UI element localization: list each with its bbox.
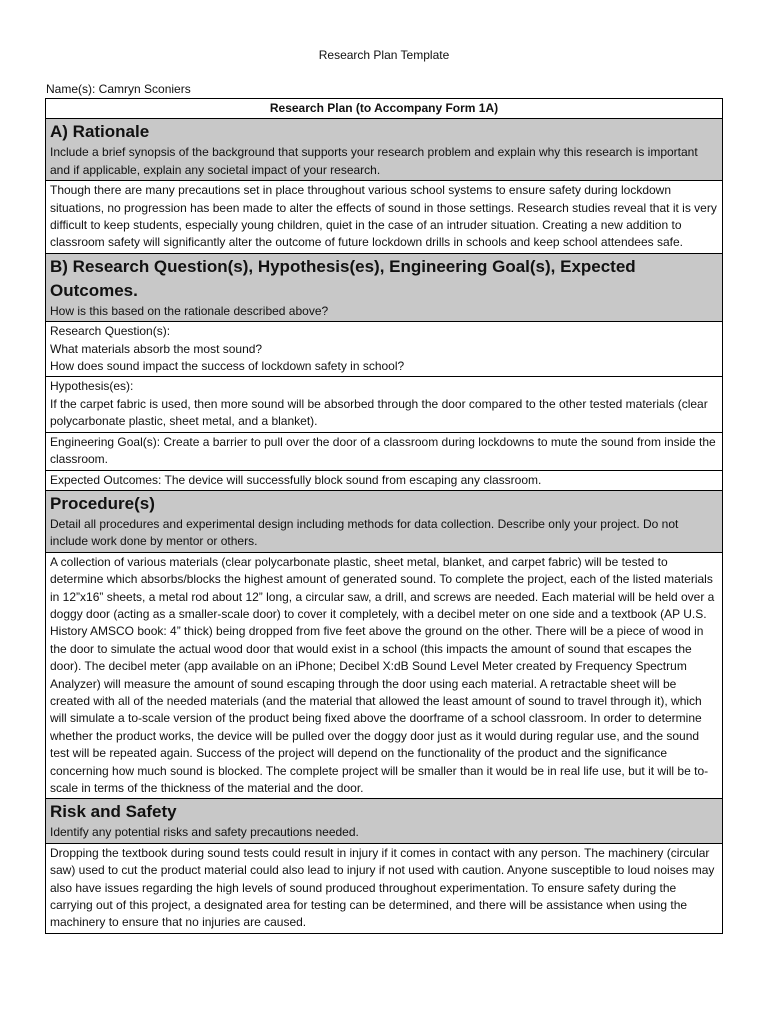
student-names: Name(s): Camryn Sconiers [46, 82, 191, 96]
engineering-goal: Engineering Goal(s): Create a barrier to pull over the door of a classroom during lockdowns to mute the sound from inside the classroom. [46, 432, 723, 470]
risk-instructions: Identify any potential risks and safety precautions needed. [50, 825, 359, 840]
procedure-header-row [46, 490, 723, 552]
hypothesis-row [46, 377, 723, 432]
title-row [46, 99, 723, 119]
rationale-instructions: Include a brief synopsis of the background that supports your research problem and explain why this research is important and if applicable, explain any societal impact of your research. [50, 145, 698, 177]
rationale-section-header [46, 119, 723, 181]
procedure-response-row [46, 552, 723, 799]
research-section-header [46, 253, 723, 321]
procedure-response: A collection of various materials (clear polycarbonate plastic, sheet metal, blanket, and carpet fabric) will be tested to determine which absorbs/blocks the highest amount of generated sound. To complete the project, each of the listed materials in 12”x16” sheets, a metal rod about 12” long, a circular saw, a drill, and screws are needed. Each material will be held over a doggy door (acting as a smaller-scale door) to cover it completely, with a decibel meter on one side and a textbook (AP U.S. History AMSCO book: 4” thick) being dropped from five feet above the ground on the other. There will be a piece of wood in the door to simulate the actual wood door that would exist in a school (this impacts the amount of sound that escapes the door). The decibel meter (app available on an iPhone; Decibel X:dB Sound Level Meter created by Frequency Spectrum Analyzer) will measure the amount of sound escaping through the door using each material. A retractable sheet will be created with all of the needed materials (and the material that allowed the least amount of sound to travel through it), which will simulate a to-scale version of the product being fixed above the doorframe of a school classroom. In order to determine whether the product works, the device will be pulled over the doggy door just as it would during regular use, and the sound test will be repeated again. Success of the project will depend on the functionality of the product and the significance concerning how much sound is blocked. The complete project will be smaller than it would be in real life use, but it will be to-scale in terms of the thickness of the material and the door. [46, 552, 723, 799]
research-question-2: How does sound impact the success of lockdown safety in school? [50, 359, 405, 374]
risk-header-row [46, 799, 723, 843]
rationale-response: Though there are many precautions set in place throughout various school systems to ensure safety during lockdown situations, no progression has been made to alter the effects of sound in those settings. Research studies reveal that it is very difficult to keep students, especially young children, quiet in the case of an intruder situation. Creating a new addition to classroom safety will significantly alter the outcome of future lockdown drills in schools and keep school attendees safe. [46, 181, 723, 254]
hypothesis-cell [46, 377, 723, 432]
hypothesis-label: Hypothesis(es): [50, 379, 134, 394]
hypothesis-text: If the carpet fabric is used, then more sound will be absorbed through the door compared to the other tested materials (clear polycarbonate plastic, sheet metal, and a blanket). [50, 396, 708, 429]
research-heading: B) Research Question(s), Hypothesis(es), Engineering Goal(s), Expected Outcomes. [50, 256, 636, 300]
research-questions-label: Research Question(s): [50, 324, 171, 339]
research-questions-row [46, 322, 723, 377]
risk-section-header [46, 799, 723, 843]
research-questions-cell [46, 322, 723, 377]
research-plan-table [45, 98, 723, 934]
rationale-response-row [46, 181, 723, 254]
research-question-1: What materials absorb the most sound? [50, 341, 263, 356]
procedure-instructions: Detail all procedures and experimental design including methods for data collection. Describe only your project. Do not include work done by mentor or others. [50, 516, 679, 549]
expected-outcomes-row [46, 470, 723, 490]
risk-heading: Risk and Safety [50, 802, 177, 822]
expected-outcomes: Expected Outcomes: The device will successfully block sound from escaping any classroom. [46, 470, 723, 490]
procedure-heading: Procedure(s) [50, 493, 155, 513]
procedure-section-header [46, 490, 723, 552]
rationale-heading: A) Rationale [50, 122, 150, 142]
engineering-goal-row [46, 432, 723, 470]
risk-response: Dropping the textbook during sound tests could result in injury if it comes in contact with any person. The machinery (circular saw) used to cut the product material could also lead to injury if not used with caution. Anyone susceptible to loud noises may also have issues regarding the high levels of sound produced throughout experimentation. To ensure safety during the carrying out of this project, a designated area for testing can be determined, and there will be assistance when using the machinery to ensure that no injuries are caused. [46, 843, 723, 933]
research-header-row [46, 253, 723, 321]
risk-response-row [46, 843, 723, 933]
plan-title: Research Plan (to Accompany Form 1A) [46, 99, 723, 119]
document-header: Research Plan Template [318, 48, 450, 62]
research-instructions: How is this based on the rationale described above? [50, 303, 329, 318]
rationale-header-row [46, 119, 723, 181]
